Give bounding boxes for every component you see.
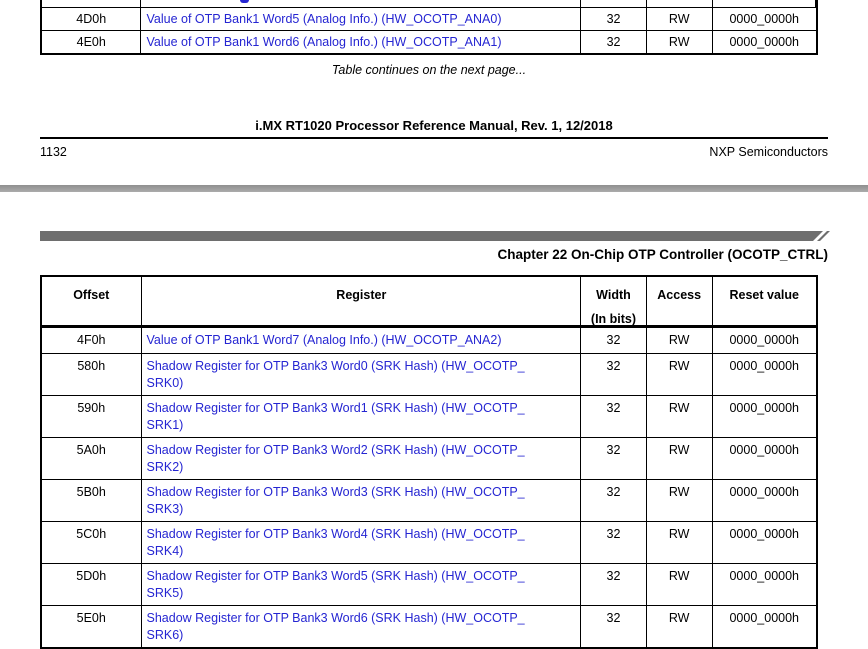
- register-link[interactable]: Shadow Register for OTP Bank3 Word0 (SRK Hash) (HW_OCOTP_ SRK0): [146, 359, 525, 390]
- reset-cell: [713, 0, 816, 7]
- header-register: Register: [142, 277, 582, 325]
- table-row: [42, 353, 816, 395]
- register-link[interactable]: Shadow Register for OTP Bank3 Word4 (SRK Hash) (HW_OCOTP_ SRK4): [146, 527, 525, 558]
- width-cell: 32: [581, 522, 647, 563]
- reset-cell: 0000_0000h: [729, 527, 800, 541]
- access-cell: [647, 0, 713, 7]
- header-width: Width (In bits): [581, 277, 647, 325]
- header-offset: Offset: [42, 277, 142, 325]
- offset-cell: 5A0h: [42, 438, 142, 479]
- access-cell: RW: [647, 354, 713, 395]
- offset-cell: [42, 0, 141, 7]
- register-link[interactable]: Shadow Register for OTP Bank3 Word5 (SRK Hash) (HW_OCOTP_ SRK5): [146, 569, 525, 600]
- register-cell: [141, 0, 581, 7]
- chapter-banner-bar: [40, 231, 832, 241]
- register-cell: [141, 31, 581, 53]
- reset-cell: 0000_0000h: [729, 443, 800, 457]
- offset-cell: 5C0h: [42, 522, 142, 563]
- header-reset: Reset value: [729, 288, 799, 302]
- page-number: 1132: [40, 145, 67, 159]
- table-row: [42, 7, 816, 30]
- register-cell: [142, 606, 582, 647]
- register-cell: [142, 396, 582, 437]
- offset-cell: 5E0h: [42, 606, 142, 647]
- table-header-row: [42, 277, 816, 327]
- width-cell: 32: [581, 354, 647, 395]
- table-row: [42, 521, 816, 563]
- table-row-clipped: [42, 0, 816, 7]
- offset-cell: 5B0h: [42, 480, 142, 521]
- reset-cell: 0000_0000h: [729, 359, 800, 373]
- width-cell: 32: [581, 606, 647, 647]
- table-row: [42, 327, 816, 353]
- width-cell: 32: [581, 480, 647, 521]
- width-cell: [581, 0, 647, 7]
- register-cell: [142, 522, 582, 563]
- access-cell: RW: [647, 328, 713, 353]
- width-cell: 32: [581, 8, 647, 30]
- reset-cell: 0000_0000h: [729, 333, 800, 347]
- manual-title-footer: i.MX RT1020 Processor Reference Manual, Rev. 1, 12/2018: [255, 118, 613, 133]
- footer-divider: [40, 137, 828, 139]
- register-cell: [142, 328, 582, 353]
- register-table-continued: [40, 0, 818, 55]
- access-cell: RW: [647, 480, 713, 521]
- register-link[interactable]: Value of OTP Bank1 Word7 (Analog Info.) (HW_OCOTP_ANA2): [146, 333, 502, 347]
- reset-cell: 0000_0000h: [729, 569, 800, 583]
- chapter-heading: Chapter 22 On-Chip OTP Controller (OCOTP_CTRL): [497, 247, 828, 262]
- offset-cell: 4D0h: [42, 8, 141, 30]
- width-cell: 32: [581, 328, 647, 353]
- publisher-name: NXP Semiconductors: [709, 145, 828, 159]
- register-cell: [142, 438, 582, 479]
- register-link[interactable]: Value of OTP Bank1 Word5 (Analog Info.) (HW_OCOTP_ANA0): [146, 12, 502, 26]
- footer-row: [40, 145, 828, 159]
- register-link[interactable]: Shadow Register for OTP Bank3 Word6 (SRK Hash) (HW_OCOTP_ SRK6): [146, 611, 525, 642]
- register-link[interactable]: Shadow Register for OTP Bank3 Word1 (SRK Hash) (HW_OCOTP_ SRK1): [146, 401, 525, 432]
- table-row: [42, 395, 816, 437]
- register-table: [40, 275, 818, 649]
- register-link[interactable]: Value of OTP Bank1 Word6 (Analog Info.) (HW_OCOTP_ANA1): [146, 35, 502, 49]
- table-row: [42, 437, 816, 479]
- reset-cell: 0000_0000h: [729, 35, 800, 49]
- offset-cell: 5D0h: [42, 564, 142, 605]
- register-cell: [141, 8, 581, 30]
- register-link[interactable]: Shadow Register for OTP Bank3 Word2 (SRK Hash) (HW_OCOTP_ SRK2): [146, 443, 525, 474]
- width-cell: 32: [581, 396, 647, 437]
- table-continuation-note: Table continues on the next page...: [331, 63, 527, 77]
- offset-cell: 4E0h: [42, 31, 141, 53]
- reset-cell: 0000_0000h: [729, 485, 800, 499]
- register-cell: [142, 564, 582, 605]
- access-cell: RW: [647, 8, 713, 30]
- clipped-row-text-fragment: [240, 0, 249, 3]
- table-row-clipped: [42, 605, 816, 647]
- width-cell: 32: [581, 438, 647, 479]
- access-cell: RW: [647, 396, 713, 437]
- offset-cell: 4F0h: [42, 328, 142, 353]
- access-cell: RW: [647, 522, 713, 563]
- header-access: Access: [647, 277, 713, 325]
- access-cell: RW: [647, 606, 713, 647]
- reset-cell: 0000_0000h: [729, 401, 800, 415]
- register-link[interactable]: Shadow Register for OTP Bank3 Word3 (SRK Hash) (HW_OCOTP_ SRK3): [146, 485, 525, 516]
- table-row: [42, 479, 816, 521]
- access-cell: RW: [647, 438, 713, 479]
- table-row: [42, 30, 816, 53]
- offset-cell: 590h: [42, 396, 142, 437]
- table-row: [42, 563, 816, 605]
- width-cell: 32: [581, 31, 647, 53]
- register-cell: [142, 354, 582, 395]
- reset-cell: 0000_0000h: [729, 12, 800, 26]
- page-break-separator: [0, 185, 868, 192]
- reset-cell: 0000_0000h: [729, 611, 800, 625]
- access-cell: RW: [647, 31, 713, 53]
- offset-cell: 580h: [42, 354, 142, 395]
- register-cell: [142, 480, 582, 521]
- width-cell: 32: [581, 564, 647, 605]
- access-cell: RW: [647, 564, 713, 605]
